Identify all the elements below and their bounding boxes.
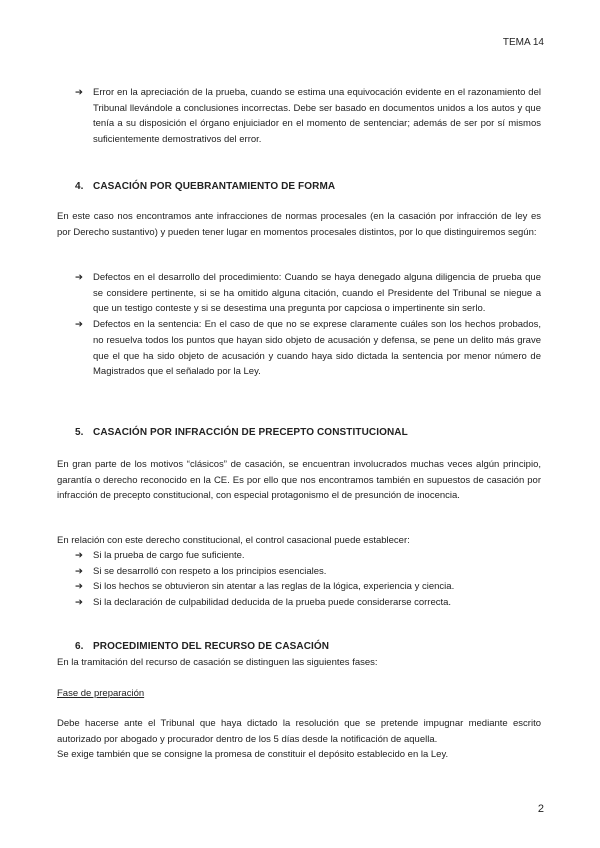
- section-title: CASACIÓN POR INFRACCIÓN DE PRECEPTO CONSTITUCIONAL: [93, 427, 408, 438]
- list-item-text: Si los hechos se obtuvieron sin atentar a las reglas de la lógica, experiencia y ciencia.: [93, 581, 455, 593]
- arrow-right-icon: ➔: [75, 319, 83, 331]
- section-5-paragraph-1: En gran parte de los motivos “clásicos” de casación, se encuentran involucrados muchas veces algún principio, garantía o derecho reconocido en la CE. Es por ello que nos encontramos también en supuestos de casación por infracción de precepto constitucional, con especial protagonismo el de presunción de inocencia.: [57, 459, 541, 502]
- arrow-right-icon: ➔: [75, 597, 83, 609]
- list-item: [57, 317, 541, 380]
- section-6-paragraph: En la tramitación del recurso de casación se distinguen las siguientes fases:: [57, 657, 378, 668]
- arrow-right-icon: ➔: [75, 581, 83, 593]
- list-item-text: Defectos en la sentencia: En el caso de que no se exprese claramente cuáles son los hechos probados, no resuelva todos los puntos que hayan sido objeto de acusación y defensa, se pene un delito más grave que el que ha sido objeto de acusación y cuando haya sido dictada la sentencia por menor número de Magistrados que el señalado por la Ley.: [93, 319, 541, 378]
- section-6-paragraph-3: Se exige también que se consigne la promesa de constituir el depósito establecido en la Ley.: [57, 749, 449, 760]
- list-item-text: Si la prueba de cargo fue suficiente.: [93, 550, 245, 561]
- section-6-paragraph-2: Debe hacerse ante el Tribunal que haya dictado la resolución que se pretende impugnar mediante escrito autorizado por abogado y procurador dentro de los 5 días desde la notificación de aquella.: [57, 718, 541, 745]
- list-item: [57, 595, 541, 611]
- list-item: [57, 564, 541, 580]
- section-number: 4.: [75, 181, 84, 192]
- list-item-text: Si se desarrolló con respeto a los principios esenciales.: [93, 565, 327, 577]
- list-item-text: Error en la apreciación de la prueba, cuando se estima una equivocación evidente en el razonamiento del Tribunal llevándole a conclusiones incorrectas. Debe ser basado en documentos unidos a los autos y que tenía a su disposición el órgano enjuiciador en el momento de sentenciar; además de ser por sí mismos suficientemente demostrativos del error.: [93, 87, 541, 146]
- list-item: [57, 548, 541, 564]
- section-5-heading: [57, 425, 541, 441]
- section-title: CASACIÓN POR QUEBRANTAMIENTO DE FORMA: [93, 181, 336, 192]
- page-header: TEMA 14: [502, 37, 544, 48]
- list-item: [57, 579, 541, 595]
- section-4-heading: [57, 179, 541, 195]
- list-item: [57, 270, 541, 317]
- arrow-right-icon: ➔: [75, 550, 83, 561]
- list-item-text: Defectos en el desarrollo del procedimiento: Cuando se haya denegado alguna diligencia de prueba que se considere pertinente, si se ha omitido alguna citación, cuando el Presidente del Tribunal se niegue a que un testigo conteste y si se desestima una pregunta por capciosa o impertinente sin serlo.: [93, 272, 541, 315]
- section-title: PROCEDIMIENTO DEL RECURSO DE CASACIÓN: [93, 641, 330, 652]
- section-4-paragraph: En este caso nos encontramos ante infracciones de normas procesales (en la casación por infracción de ley es por Derecho sustantivo) y pueden tener lugar en momentos procesales distintos, por lo que distinguiremos según:: [57, 211, 541, 238]
- page-number: 2: [537, 803, 544, 815]
- list-item: [57, 85, 541, 148]
- section-5-list: [57, 548, 541, 611]
- section-6-subheading: [57, 686, 541, 702]
- arrow-right-icon: ➔: [75, 272, 83, 283]
- section-number: 5.: [75, 427, 84, 438]
- arrow-right-icon: ➔: [75, 565, 83, 577]
- intro-bullet-block: [57, 85, 541, 148]
- subheading-text: Fase de preparación: [57, 688, 145, 699]
- section-5-paragraph-2: En relación con este derecho constitucional, el control casacional puede establecer:: [57, 535, 410, 546]
- section-4-list: [57, 270, 541, 380]
- arrow-right-icon: ➔: [75, 87, 83, 98]
- list-item-text: Si la declaración de culpabilidad deducida de la prueba puede considerarse correcta.: [93, 597, 452, 609]
- section-6-heading: [57, 639, 541, 655]
- section-number: 6.: [75, 641, 84, 652]
